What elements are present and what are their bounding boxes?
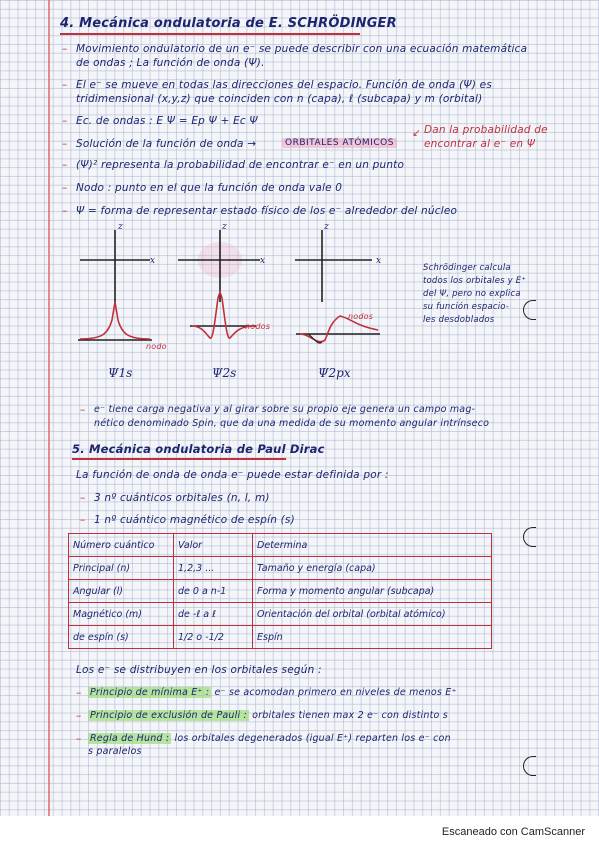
solution-text: Solución de la función de onda → xyxy=(76,138,257,150)
table-cell: Forma y momento angular (subcapa) xyxy=(253,580,492,603)
rule-3-label: Regla de Hund : xyxy=(90,733,170,744)
node-definition: Nodo : punto en el que la función de onda vale 0 xyxy=(76,182,343,194)
bullet-dash: – xyxy=(80,404,86,416)
binder-ring xyxy=(523,756,536,776)
table-header-row xyxy=(69,534,492,557)
bullet-dash: – xyxy=(62,205,68,217)
rule-2 xyxy=(88,710,448,721)
rule-2-label: Principio de exclusión de Pauli : xyxy=(90,710,247,721)
paragraph-1-line-1: Movimiento ondulatorio de un e⁻ se puede describir con una ecuación matemática xyxy=(76,43,528,55)
graph-1s-curve xyxy=(80,302,150,339)
table-cell: 1/2 o -1/2 xyxy=(174,626,253,649)
side-note-line-1: Schrödinger calcula xyxy=(423,263,511,273)
bullet-dash: – xyxy=(62,43,68,55)
table-cell: de espín (s) xyxy=(69,626,174,649)
section-5-bullet-2: 1 nº cuántico magnético de espín (s) xyxy=(94,514,295,526)
table-cell: de 0 a n-1 xyxy=(174,580,253,603)
red-note-arrow: ↙ xyxy=(412,127,421,139)
probability-note-line-1: Dan la probabilidad de xyxy=(424,124,548,136)
rule-3-line-2: s paralelos xyxy=(88,746,142,757)
table-header-cell: Número cuántico xyxy=(69,534,174,557)
table-cell: 1,2,3 ... xyxy=(174,557,253,580)
section-4-title: 4. Mecánica ondulatoria de E. SCHRÖDINGER xyxy=(60,16,397,31)
graph-1-node-label: nodo xyxy=(146,342,167,351)
graph-3-z-label: z xyxy=(324,222,329,232)
side-note-line-4: su función espacio- xyxy=(423,302,509,312)
section-5-underline xyxy=(72,458,286,460)
rule-2-text: orbitales tienen max 2 e⁻ con distinto s xyxy=(252,710,448,721)
rule-1-label: Principio de mínima E⁺ : xyxy=(90,687,210,698)
section-5-bullet-1: 3 nº cuánticos orbitales (n, l, m) xyxy=(94,492,270,504)
graph-2-node-label: nodos xyxy=(245,322,271,331)
table-cell: Angular (l) xyxy=(69,580,174,603)
bullet-dash: – xyxy=(76,733,82,745)
quantum-numbers-table xyxy=(68,533,492,649)
scanner-footer xyxy=(0,816,599,848)
orbitales-atomicos-highlight: ORBITALES ATÓMICOS xyxy=(282,138,397,148)
psi-definition: Ψ = forma de representar estado físico de los e⁻ alrededor del núcleo xyxy=(76,205,458,217)
bullet-dash: – xyxy=(62,159,68,171)
graph-1-x-label: x xyxy=(150,256,156,266)
graph-2s-curve xyxy=(192,292,254,338)
table-header-cell: Valor xyxy=(174,534,253,557)
rule-1 xyxy=(88,687,457,698)
paragraph-2-line-1: El e⁻ se mueve en todas las direcciones del espacio. Función de onda (Ψ) es xyxy=(76,79,493,91)
graph-2-z-label: z xyxy=(222,222,227,232)
probability-note-line-2: encontrar al e⁻ en Ψ xyxy=(424,138,536,150)
side-note-line-2: todos los orbitales y E⁺ xyxy=(423,276,527,286)
graph-1s-axes xyxy=(78,230,152,340)
binder-ring xyxy=(523,300,536,320)
spin-line-2: nético denominado Spin, que da una medida de su momento angular intrínseco xyxy=(94,418,490,429)
paragraph-2-line-2: tridimensional (x,y,z) que coinciden con n (capa), ℓ (subcapa) y m (orbital) xyxy=(76,93,483,105)
table-row xyxy=(69,626,492,649)
psi-2s-caption: Ψ2s xyxy=(212,366,237,380)
psi-1s-caption: Ψ1s xyxy=(108,366,133,380)
graph-2px-axes xyxy=(295,230,380,343)
rule-1-text: e⁻ se acomodan primero en niveles de menos E⁺ xyxy=(214,687,457,698)
table-header-cell: Determina xyxy=(253,534,492,557)
rule-3 xyxy=(88,733,451,744)
section-5-intro: La función de onda de onda e⁻ puede estar definida por : xyxy=(76,469,389,481)
table-cell: Orientación del orbital (orbital atómico) xyxy=(253,603,492,626)
table-row xyxy=(69,557,492,580)
table-cell: Tamaño y energía (capa) xyxy=(253,557,492,580)
distribution-intro: Los e⁻ se distribuyen en los orbitales según : xyxy=(76,664,322,676)
graph-1-z-label: z xyxy=(118,222,123,232)
graph-3-x-label: x xyxy=(376,256,382,266)
margin-line xyxy=(48,0,50,816)
binder-ring xyxy=(523,527,536,547)
bullet-dash: – xyxy=(76,710,82,722)
side-note-line-3: del Ψ, pero no explica xyxy=(423,289,521,299)
table-cell: Principal (n) xyxy=(69,557,174,580)
title-underline xyxy=(60,33,360,35)
scanner-watermark-text: Escaneado con CamScanner xyxy=(441,826,585,838)
bullet-dash: – xyxy=(62,138,68,150)
table-cell: Magnético (m) xyxy=(69,603,174,626)
bullet-dash: – xyxy=(80,514,86,526)
rule-3-line-1: los orbitales degenerados (igual E⁺) reparten los e⁻ con xyxy=(174,733,451,744)
psi-squared-text: (Ψ)² representa la probabilidad de encontrar e⁻ en un punto xyxy=(76,159,405,171)
bullet-dash: – xyxy=(62,115,68,127)
psi-2px-caption: Ψ2px xyxy=(318,366,351,380)
table-row xyxy=(69,603,492,626)
wave-equation: Ec. de ondas : E Ψ = Ep Ψ + Ec Ψ xyxy=(76,115,258,127)
bullet-dash: – xyxy=(80,492,86,504)
spin-line-1: e⁻ tiene carga negativa y al girar sobre su propio eje genera un campo mag- xyxy=(94,404,476,415)
graph-2-x-label: x xyxy=(260,256,266,266)
table-row xyxy=(69,580,492,603)
table-cell: de -ℓ a ℓ xyxy=(174,603,253,626)
table-cell: Espín xyxy=(253,626,492,649)
bullet-dash: – xyxy=(62,182,68,194)
graph-3-node-label: nodos xyxy=(348,312,374,321)
bullet-dash: – xyxy=(76,687,82,699)
section-5-title: 5. Mecánica ondulatoria de Paul Dirac xyxy=(72,442,325,456)
side-note-line-5: les desdoblados xyxy=(423,315,495,325)
bullet-dash: – xyxy=(62,79,68,91)
paragraph-1-line-2: de ondas ; La función de onda (Ψ). xyxy=(76,57,265,69)
